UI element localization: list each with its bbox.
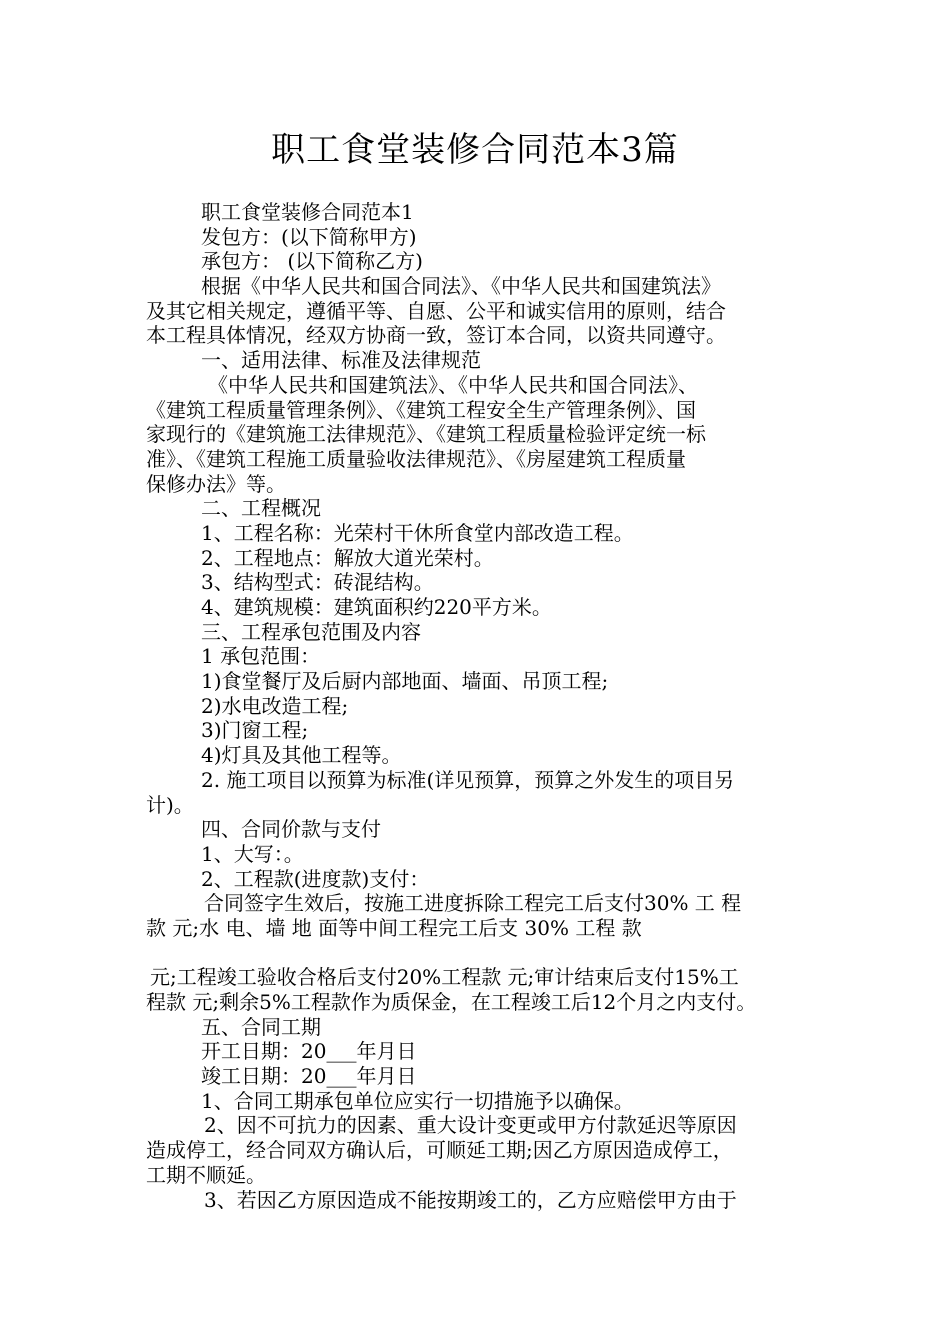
section-heading: 二、工程概况 bbox=[201, 496, 321, 521]
paragraph-line: 本工程具体情况，经双方协商一致，签订本合同，以资共同遵守。 bbox=[146, 323, 726, 348]
list-item: 1、合同工期承包单位应实行一切措施予以确保。 bbox=[201, 1088, 634, 1113]
blank-line bbox=[146, 941, 822, 966]
paragraph-line: 2. 施工项目以预算为标准(详见预算，预算之外发生的项目另 bbox=[201, 767, 735, 792]
end-date-line: 竣工日期：20___年月日 bbox=[201, 1064, 417, 1089]
section-heading: 三、工程承包范围及内容 bbox=[201, 619, 421, 644]
list-item: 3、结构型式：砖混结构。 bbox=[201, 570, 434, 595]
paragraph-line: 家现行的《建筑施工法律规范》、《建筑工程质量检验评定统一标 bbox=[146, 422, 706, 447]
paragraph-line: 造成停工，经合同双方确认后，可顺延工期;因乙方原因造成停工， bbox=[146, 1138, 733, 1163]
list-item: 4)灯具及其他工程等。 bbox=[201, 743, 402, 768]
section-heading: 职工食堂装修合同范本1 bbox=[201, 200, 414, 224]
paragraph-line: 3、若因乙方原因造成不能按期竣工的，乙方应赔偿甲方由于 bbox=[204, 1187, 737, 1212]
party-b-line: 承包方： (以下简称乙方) bbox=[201, 249, 423, 274]
document-title: 职工食堂装修合同范本3篇 bbox=[271, 130, 679, 170]
paragraph-line: 款 元;水 电、墙 地 面等中间工程完工后支 30% 工程 款 bbox=[146, 915, 642, 940]
start-date-line: 开工日期：20___年月日 bbox=[201, 1039, 417, 1064]
paragraph-line: 元;工程竣工验收合格后支付20%工程款 元;审计结束后支付15%工 bbox=[150, 965, 739, 990]
list-item: 4、建筑规模：建筑面积约220平方米。 bbox=[201, 595, 552, 619]
list-item: 1、大写：。 bbox=[201, 841, 304, 866]
paragraph-line: 合同签字生效后，按施工进度拆除工程完工后支付30% 工 程 bbox=[204, 891, 742, 916]
section-heading: 一、适用法律、标准及法律规范 bbox=[201, 348, 481, 373]
paragraph-line: 《中华人民共和国建筑法》、《中华人民共和国合同法》、 bbox=[208, 372, 698, 397]
paragraph-line: 及其它相关规定，遵循平等、自愿、公平和诚实信用的原则，结合 bbox=[146, 298, 726, 323]
list-item: 3)门窗工程; bbox=[201, 718, 309, 743]
paragraph-line: 2、因不可抗力的因素、重大设计变更或甲方付款延迟等原因 bbox=[204, 1113, 737, 1138]
list-item: 2、工程地点：解放大道光荣村。 bbox=[201, 545, 494, 570]
section-heading: 四、合同价款与支付 bbox=[201, 817, 381, 842]
list-item: 1 承包范围： bbox=[201, 644, 321, 669]
paragraph-line: 工期不顺延。 bbox=[146, 1162, 266, 1187]
paragraph-line: 程款 元;剩余5%工程款作为质保金，在工程竣工后12个月之内支付。 bbox=[146, 990, 757, 1014]
paragraph-line: 保修办法》等。 bbox=[146, 471, 286, 496]
list-item: 1、工程名称：光荣村干休所食堂内部改造工程。 bbox=[201, 520, 634, 545]
list-item: 2、工程款(进度款)支付： bbox=[201, 866, 430, 891]
paragraph-line: 《建筑工程质量管理条例》、《建筑工程安全生产管理条例》、国 bbox=[146, 397, 696, 422]
paragraph-line: 根据《中华人民共和国合同法》、《中华人民共和国建筑法》 bbox=[201, 274, 721, 299]
section-heading: 五、合同工期 bbox=[201, 1014, 321, 1039]
paragraph-line: 计)。 bbox=[146, 792, 194, 817]
paragraph-line: 准》、《建筑工程施工质量验收法律规范》、《房屋建筑工程质量 bbox=[146, 446, 686, 471]
list-item: 1)食堂餐厅及后厨内部地面、墙面、吊顶工程; bbox=[201, 669, 609, 694]
list-item: 2)水电改造工程; bbox=[201, 693, 349, 718]
document-body bbox=[146, 200, 822, 1212]
party-a-line: 发包方：(以下简称甲方) bbox=[201, 224, 417, 249]
